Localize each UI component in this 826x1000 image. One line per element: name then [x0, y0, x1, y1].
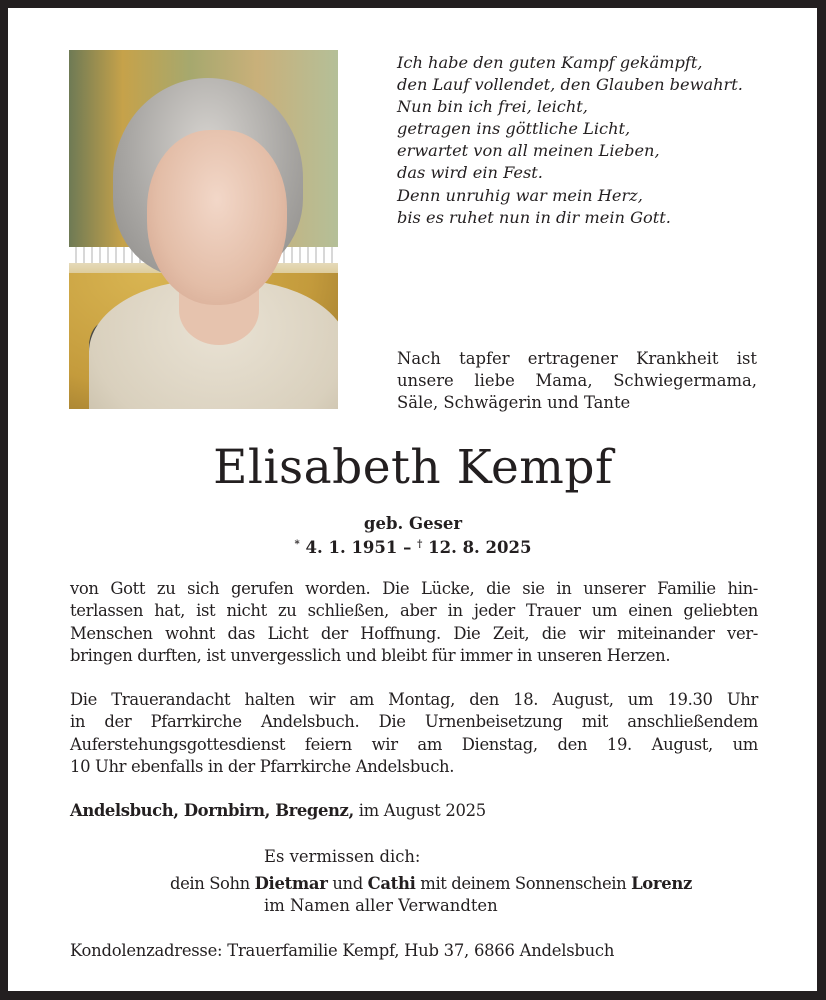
poem-line: das wird ein Fest.	[397, 163, 543, 183]
mourners-line	[170, 873, 692, 895]
poem-line: getragen ins göttliche Licht,	[397, 119, 631, 139]
deceased-name: Elisabeth Kempf	[213, 440, 613, 495]
mourners-heading: Es vermissen dich:	[264, 847, 421, 866]
poem-line: Ich habe den guten Kampf gekämpft,	[397, 53, 703, 72]
poem-line: Denn unruhig war mein Herz,	[397, 185, 643, 205]
date-separator: –	[403, 538, 412, 557]
place-and-date	[70, 800, 486, 822]
intro-text	[397, 348, 757, 414]
portrait-photo	[69, 50, 338, 409]
paragraph-line: von Gott zu sich gerufen worden. Die Lücke, die sie in unserer Familie hin-	[70, 579, 758, 598]
paragraph-line: terlassen hat, ist nicht zu schließen, aber in jeder Trauer um einen geliebten	[70, 601, 758, 621]
death-cross-icon: †	[417, 539, 423, 550]
person-face	[147, 130, 287, 305]
maiden-name: geb. Geser	[363, 514, 463, 533]
places: Andelsbuch, Dornbirn, Bregenz,	[70, 801, 354, 820]
life-dates	[0, 534, 826, 559]
poem	[397, 52, 797, 229]
condolence-address: Kondolenzadresse: Trauerfamilie Kempf, Hub 37, 6866 Andelsbuch	[70, 941, 615, 960]
mourner-text: und	[327, 874, 368, 893]
death-date: 12. 8. 2025	[428, 538, 532, 557]
poem-line: Nun bin ich frei, leicht,	[397, 97, 588, 117]
mourner-name-daughter-in-law: Cathi	[367, 874, 416, 893]
mourner-name-son: Dietmar	[254, 874, 328, 893]
paragraph-line: Auferstehungsgottesdienst feiern wir am Dienstag, den 19. August, um	[70, 734, 758, 754]
mourner-text: dein Sohn	[170, 874, 255, 893]
paragraph-line: bringen durften, ist unvergesslich und bleibt für immer in unseren Herzen.	[70, 645, 671, 665]
paragraph-line: in der Pfarrkirche Andelsbuch. Die Urnenbeisetzung mit anschließendem	[70, 712, 758, 732]
month-year: im August 2025	[358, 801, 486, 820]
poem-line: den Lauf vollendet, den Glauben bewahrt.	[397, 75, 743, 95]
poem-line: erwartet von all meinen Lieben,	[397, 141, 660, 161]
intro-line: Säle, Schwägerin und Tante	[397, 393, 631, 412]
paragraph-service	[70, 689, 758, 778]
relatives-line: im Namen aller Verwandten	[264, 896, 498, 915]
intro-line: Nach tapfer ertragener Krankheit ist	[397, 349, 757, 368]
mourner-name-grandchild: Lorenz	[631, 874, 693, 893]
poem-line: bis es ruhet nun in dir mein Gott.	[397, 207, 671, 227]
paragraph-line: 10 Uhr ebenfalls in der Pfarrkirche Andelsbuch.	[70, 756, 455, 776]
paragraph-tribute	[70, 578, 758, 667]
birth-star-icon: *	[294, 539, 300, 550]
paragraph-line: Die Trauerandacht halten wir am Montag, den 18. August, um 19.30 Uhr	[70, 690, 758, 709]
paragraph-line: Menschen wohnt das Licht der Hoffnung. Die Zeit, die wir miteinander ver-	[70, 623, 758, 643]
birth-date: 4. 1. 1951	[305, 538, 398, 557]
obituary-page	[8, 8, 817, 991]
mourner-text: mit deinem Sonnenschein	[415, 874, 632, 893]
intro-line: unsere liebe Mama, Schwiegermama,	[397, 371, 757, 390]
